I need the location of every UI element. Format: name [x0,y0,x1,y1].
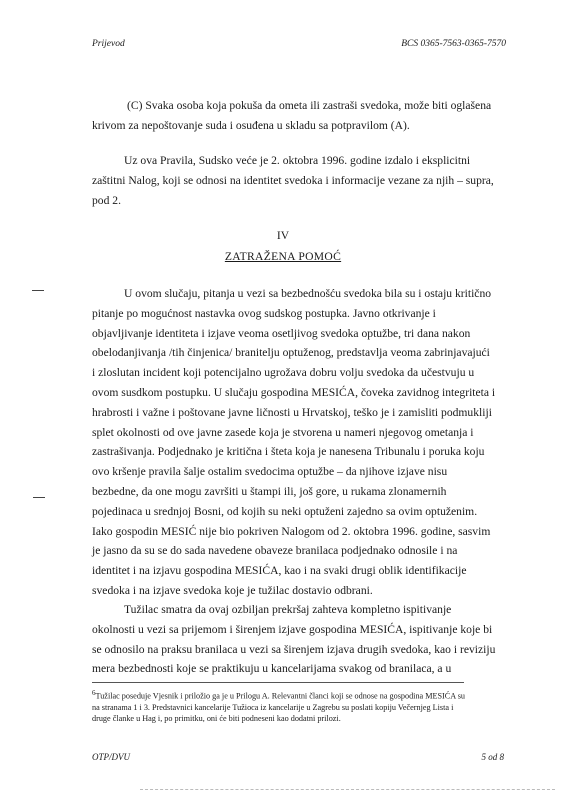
paragraph-rule-c: (C) Svaka osoba koja pokuša da ometa ili zastraši svedoka, može biti oglašena krivom za nepoštovanje suda i osuđena u skladu sa potpravilom (A). [92,99,492,132]
margin-dash-mark [32,290,44,291]
footnote [92,688,472,724]
paragraph-witness-security: U ovom slučaju, pitanja u vezi sa bezbednošću svedoka bila su i ostaju kritično pitanje po mogućnost nastavka ovog sudskog postupka. Javno otkrivanje i objavljivanje identiteta i izjave veoma osetljivog svedoka optužbe, tri dana nakon obelodanjivanja /tih činjenica/ branitelju optuženog, predstavlja veoma zabrinjavajući i zloslutan incident koji potencijalno ugrožava dobru volju svedoka da učestvuju u ovom susdkom postupku. U slučaju gospodina MESIĆA, čoveka zavidnog integriteta i hrabrosti i važne i poštovane javne ličnosti u Hrvatskoj, teško je i zamisliti podmukliji splet okolnosti od ove javne zasede koja je stvorena u nameri njegovog ometanja i zastrašivanja. Podjednako je kritična i šteta koja je nanesena Tribunalu i poruka koju ovo kršenje pravila šalje ostalim svedocima optužbe – da njihove izjave nisu bezbedne, da one mogu završiti u štampi ili, još gore, u rukama zlonamernih pojedinaca u srednjoj Bosni, od kojih su neki optuženi zajedno sa ovim optuženim. Iako gospodin MESIĆ nije bio pokriven Nalogom od 2. oktobra 1996. godine, sasvim je jasno da su se do sada navedene obaveze branilaca podjednako odnosile i na identitet i na izjavu gospodina MESIĆA, kao i na svaki drugi oblik identifikacije svedoka i na izjave svedoka koje je tužilac dostavio odbrani. [92,287,496,597]
footnote-marker: 6 [92,689,96,697]
paragraph-prosecutor-position: Tužilac smatra da ovaj ozbiljan prekršaj zahteva kompletno ispitivanje okolnosti u vezi sa prijemom i širenjem izjave gospodina MESIĆA, ispitivanje koje bi se odnosilo na praksu branilaca u vezi sa širenjem izjava drugih svedoka, kao i reviziju mera bezbednosti koje se praktikuju u kancelarijama svakog od branilaca, a u [92,603,496,676]
footer-page-number: 5 od 8 [481,752,504,762]
section-title: ZATRAŽENA POMOĆ [224,250,342,263]
header-document-reference: BCS 0365-7563-0365-7570 [401,39,506,49]
header-translation-label: Prijevod [92,39,125,49]
footnote-text: Tužilac poseduje Vjesnik i priložio ga je u Prilogu A. Relevantni članci koji se odnose na gospodina MESIĆA su na stranama 1 i 3. Predstavnici kancelarije Tužioca iz kancelarije u Zagrebu su poslati kopiju Večernjeg Lista i druge članke u Hag i, po primitku, oni će biti podneseni kao dodatni prilozi. [92,691,466,724]
scan-artifact-line [140,789,555,790]
paragraph-protective-order: Uz ova Pravila, Sudsko veće je 2. oktobra 1996. godine izdalo i eksplicitni zaštitni Nalog, koji se odnosi na identitet svedoka i informacije vezane za njih – supra, pod 2. [92,154,494,207]
margin-dash-mark [33,497,45,498]
section-number: IV [276,229,290,242]
footnote-divider [92,682,464,683]
footer-office-code: OTP/DVU [92,752,130,762]
